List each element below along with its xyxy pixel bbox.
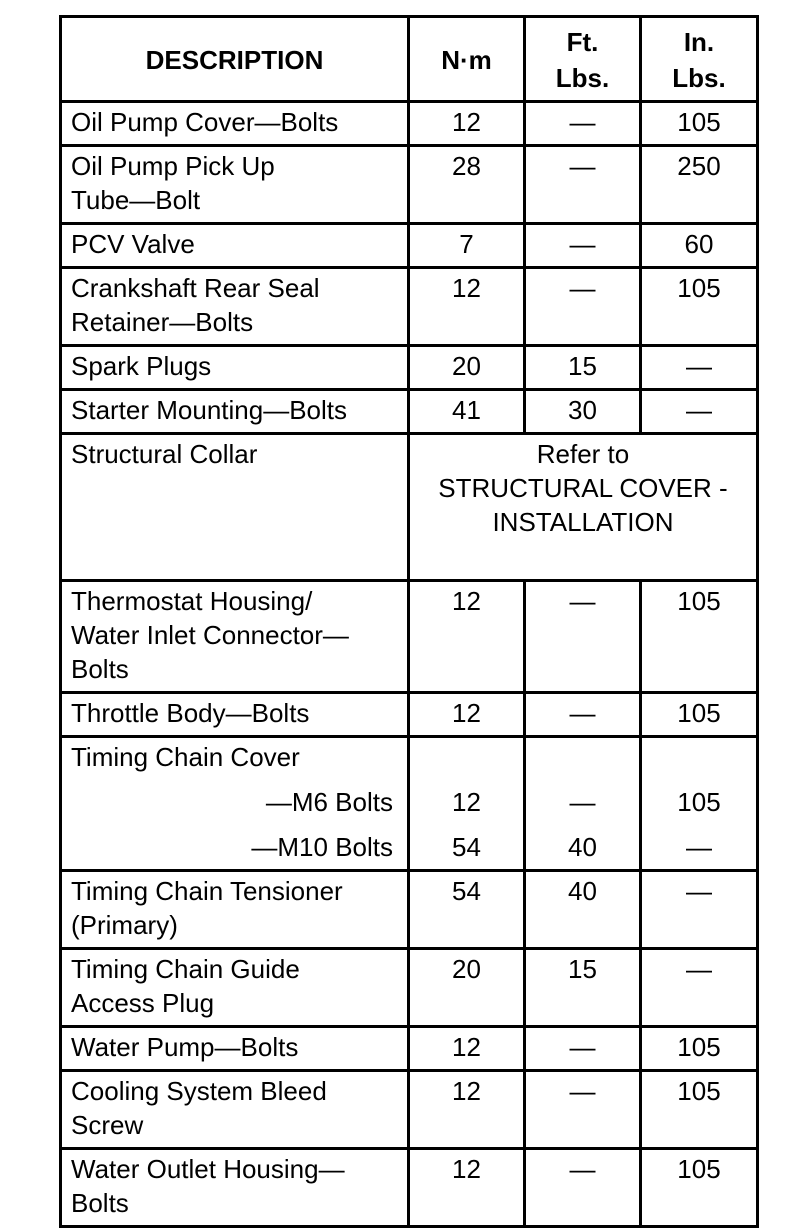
header-ftlbs-line2: Lbs. xyxy=(555,63,610,93)
table-row xyxy=(61,224,758,268)
in-cell xyxy=(641,102,758,146)
in-value: 105 xyxy=(677,1076,721,1106)
nm-value: 12 xyxy=(452,586,481,616)
in-value: — xyxy=(686,954,712,984)
table-row xyxy=(61,693,758,737)
description-line: Timing Chain Tensioner xyxy=(71,876,343,906)
nm-cell xyxy=(409,224,525,268)
in-value: 105 xyxy=(677,586,721,616)
description-line: Screw xyxy=(71,1110,144,1140)
header-nm-label: N·m xyxy=(441,45,492,75)
header-inlbs-line1: In. xyxy=(683,27,715,57)
nm-value: 12 xyxy=(452,698,481,728)
table-row xyxy=(61,390,758,434)
sub-item-label: —M6 Bolts xyxy=(265,787,393,817)
table-row xyxy=(61,102,758,146)
in-cell xyxy=(641,268,758,346)
nm-value: 12 xyxy=(452,1032,481,1062)
description-cell xyxy=(61,949,409,1027)
nm-value: 7 xyxy=(459,229,474,259)
refer-line: INSTALLATION xyxy=(492,507,674,537)
ft-value: — xyxy=(569,1032,596,1062)
nm-cell xyxy=(409,390,525,434)
in-value: 105 xyxy=(677,787,721,817)
description-line: (Primary) xyxy=(71,910,178,940)
nm-cell xyxy=(409,346,525,390)
header-description xyxy=(61,17,409,102)
description-cell xyxy=(61,871,409,949)
description-line: Oil Pump Cover—Bolts xyxy=(71,107,339,137)
description-cell xyxy=(61,434,409,581)
nm-value: 12 xyxy=(452,1154,481,1184)
description-line: Thermostat Housing/ xyxy=(71,586,313,616)
ft-cell xyxy=(525,871,641,949)
description-line: Retainer—Bolts xyxy=(71,307,254,337)
ft-value: — xyxy=(569,698,596,728)
description-cell xyxy=(61,1027,409,1071)
description-cell xyxy=(61,102,409,146)
table-row xyxy=(61,146,758,224)
nm-cell xyxy=(409,102,525,146)
ft-value: — xyxy=(569,107,596,137)
table-row xyxy=(61,581,758,693)
ft-cell xyxy=(525,737,641,871)
in-value: 105 xyxy=(677,1154,721,1184)
torque-spec-table xyxy=(59,15,759,1228)
in-value: 250 xyxy=(677,151,721,181)
table-row xyxy=(61,737,758,871)
ft-cell xyxy=(525,268,641,346)
description-line: Crankshaft Rear Seal xyxy=(71,273,320,303)
ft-value: — xyxy=(569,787,596,817)
nm-value: 12 xyxy=(452,273,481,303)
nm-value: 28 xyxy=(452,151,481,181)
in-value: — xyxy=(686,395,712,425)
nm-value: 12 xyxy=(452,787,481,817)
in-value: 105 xyxy=(677,107,721,137)
description-cell xyxy=(61,693,409,737)
description-line: Bolts xyxy=(71,654,129,684)
ft-cell xyxy=(525,693,641,737)
refer-line: STRUCTURAL COVER - xyxy=(438,473,728,503)
ft-value: — xyxy=(569,273,596,303)
in-cell xyxy=(641,737,758,871)
ft-cell xyxy=(525,224,641,268)
in-cell xyxy=(641,871,758,949)
ft-value: — xyxy=(569,1154,596,1184)
description-line: Timing Chain Guide xyxy=(71,954,300,984)
table-row xyxy=(61,346,758,390)
header-inlbs-line2: Lbs. xyxy=(672,63,726,93)
table-body xyxy=(61,102,758,1227)
in-cell xyxy=(641,1071,758,1149)
header-row xyxy=(61,17,758,102)
table-row xyxy=(61,434,758,581)
description-line: Bolts xyxy=(71,1188,129,1218)
table-row xyxy=(61,1027,758,1071)
ft-cell xyxy=(525,1071,641,1149)
header-description-label: DESCRIPTION xyxy=(145,45,324,75)
ft-cell xyxy=(525,346,641,390)
nm-cell xyxy=(409,1071,525,1149)
description-cell xyxy=(61,346,409,390)
in-value: — xyxy=(686,832,712,862)
header-nm xyxy=(409,17,525,102)
in-value: — xyxy=(686,351,712,381)
nm-cell xyxy=(409,146,525,224)
header-ftlbs xyxy=(525,17,641,102)
nm-cell xyxy=(409,1149,525,1227)
nm-value: 54 xyxy=(452,832,481,862)
ft-cell xyxy=(525,146,641,224)
in-value: 105 xyxy=(677,273,721,303)
ft-cell xyxy=(525,390,641,434)
nm-cell xyxy=(409,1027,525,1071)
description-line: Tube—Bolt xyxy=(71,185,201,215)
nm-value: 12 xyxy=(452,107,481,137)
ft-value: 30 xyxy=(568,395,597,425)
refer-cell xyxy=(409,434,758,581)
description-cell xyxy=(61,146,409,224)
description-line: Water Inlet Connector— xyxy=(71,620,349,650)
description-cell xyxy=(61,390,409,434)
description-line: Water Pump—Bolts xyxy=(71,1032,299,1062)
ft-value: 40 xyxy=(568,876,597,906)
table-row xyxy=(61,1071,758,1149)
description-cell xyxy=(61,581,409,693)
description-line: Throttle Body—Bolts xyxy=(71,698,310,728)
table-row xyxy=(61,871,758,949)
description-cell xyxy=(61,737,409,871)
table-row xyxy=(61,268,758,346)
nm-value: 54 xyxy=(452,876,481,906)
nm-value: 20 xyxy=(452,351,481,381)
description-cell xyxy=(61,268,409,346)
in-value: 105 xyxy=(677,698,721,728)
nm-value: 12 xyxy=(452,1076,481,1106)
ft-value: 40 xyxy=(568,832,597,862)
description-cell xyxy=(61,1149,409,1227)
in-cell xyxy=(641,224,758,268)
ft-value: — xyxy=(569,151,596,181)
ft-value: — xyxy=(569,1076,596,1106)
header-inlbs xyxy=(641,17,758,102)
nm-cell xyxy=(409,693,525,737)
header-ftlbs-line1: Ft. xyxy=(566,27,599,57)
ft-cell xyxy=(525,102,641,146)
in-cell xyxy=(641,693,758,737)
description-line: Starter Mounting—Bolts xyxy=(71,395,348,425)
in-cell xyxy=(641,346,758,390)
table-row xyxy=(61,949,758,1027)
nm-cell xyxy=(409,581,525,693)
description-line: Timing Chain Cover xyxy=(71,742,300,772)
ft-value: — xyxy=(569,586,596,616)
ft-cell xyxy=(525,1027,641,1071)
ft-cell xyxy=(525,949,641,1027)
in-cell xyxy=(641,1027,758,1071)
description-cell xyxy=(61,224,409,268)
sub-item-label: —M10 Bolts xyxy=(251,832,393,862)
ft-cell xyxy=(525,1149,641,1227)
ft-cell xyxy=(525,581,641,693)
in-cell xyxy=(641,146,758,224)
ft-value: — xyxy=(569,229,596,259)
description-line: Water Outlet Housing— xyxy=(71,1154,345,1184)
description-line: PCV Valve xyxy=(71,229,195,259)
ft-value: 15 xyxy=(568,351,597,381)
description-line: Oil Pump Pick Up xyxy=(71,151,275,181)
in-cell xyxy=(641,949,758,1027)
description-line: Spark Plugs xyxy=(71,351,212,381)
in-value: — xyxy=(686,876,712,906)
nm-cell xyxy=(409,949,525,1027)
description-line: Structural Collar xyxy=(71,439,258,469)
in-cell xyxy=(641,581,758,693)
in-value: 60 xyxy=(684,229,714,259)
ft-value: 15 xyxy=(568,954,597,984)
nm-cell xyxy=(409,737,525,871)
description-cell xyxy=(61,1071,409,1149)
nm-cell xyxy=(409,268,525,346)
in-value: 105 xyxy=(677,1032,721,1062)
refer-line: Refer to xyxy=(536,439,630,469)
nm-value: 20 xyxy=(452,954,481,984)
nm-cell xyxy=(409,871,525,949)
nm-value: 41 xyxy=(452,395,481,425)
table-row xyxy=(61,1149,758,1227)
description-line: Access Plug xyxy=(71,988,215,1018)
description-line: Cooling System Bleed xyxy=(71,1076,327,1106)
in-cell xyxy=(641,390,758,434)
in-cell xyxy=(641,1149,758,1227)
